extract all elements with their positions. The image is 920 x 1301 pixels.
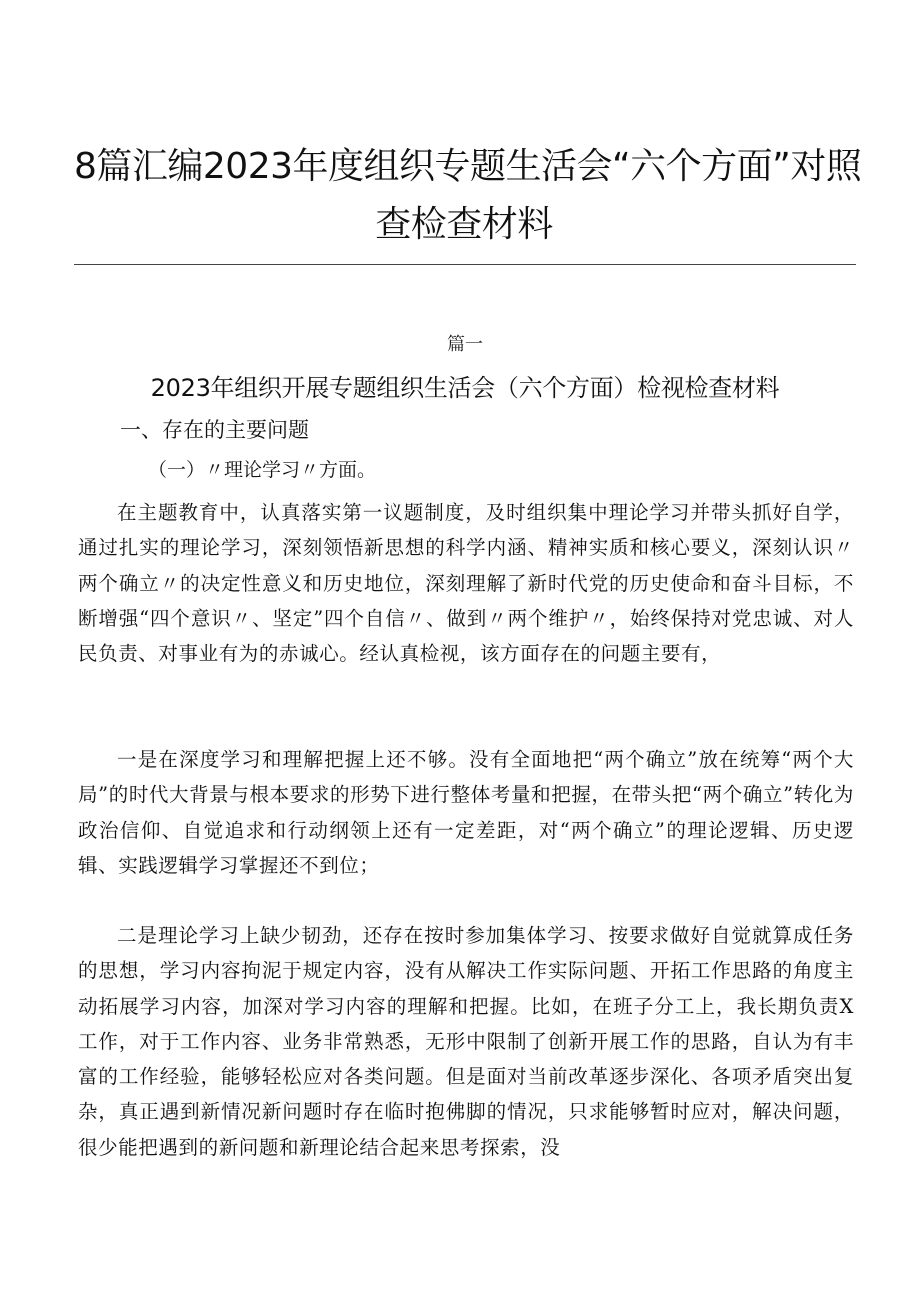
section-title: 2023年组织开展专题组织生活会（六个方面）检视检查材料 xyxy=(150,374,780,402)
paragraph: 在主题教育中，认真落实第一议题制度，及时组织集中理论学习并带头抓好自学，通过扎实的理论学习，深刻领悟新思想的科学内涵、精神实质和核心要义，深刻认识〃两个确立〃的决定性意义和历史地位，深刻理解了新时代党的历史使命和奋斗目标，不断增强“四个意识〃、坚定”四个自信〃、做到〃两个维护〃，始终保持对党忠诚、对人民负责、对事业有为的赤诚心。经认真检视，该方面存在的问题主要有， xyxy=(78,501,854,666)
title-divider xyxy=(74,264,856,265)
section-label: 篇一 xyxy=(447,334,483,355)
document-title-line-2: 查检查材料 xyxy=(375,204,553,245)
paragraph: 二是理论学习上缺少韧劲，还存在按时参加集体学习、按要求做好自觉就算成任务的思想，学习内容拘泥于规定内容，没有从解决工作实际问题、开拓工作思路的角度主动拓展学习内容，加深对学习内容的理解和把握。比如，在班子分工上，我长期负责X工作，对于工作内容、业务非常熟悉，无形中限制了创新开展工作的思路，自认为有丰富的工作经验，能够轻松应对各类问题。但是面对当前改革逐步深化、各项矛盾突出复杂，真正遇到新情况新问题时存在临时抱佛脚的情况，只求能够暂时应对，解决问题，很少能把遇到的新问题和新理论结合起来思考探索，没 xyxy=(78,924,854,1159)
paragraph: 一是在深度学习和理解把握上还不够。没有全面地把“两个确立”放在统筹“两个大局”的时代大背景与根本要求的形势下进行整体考量和把握，在带头把“两个确立”转化为政治信仰、自觉追求和行动纲领上还有一定差距，对“两个确立”的理论逻辑、历史逻辑、实践逻辑学习掌握还不到位； xyxy=(78,748,854,877)
document-title-line-1: 8篇汇编2023年度组织专题生活会“六个方面”对照 xyxy=(74,146,862,187)
heading-main-problems: 一、存在的主要问题 xyxy=(120,418,309,442)
subheading-theory-study: （一）〃理论学习〃方面。 xyxy=(148,459,377,481)
